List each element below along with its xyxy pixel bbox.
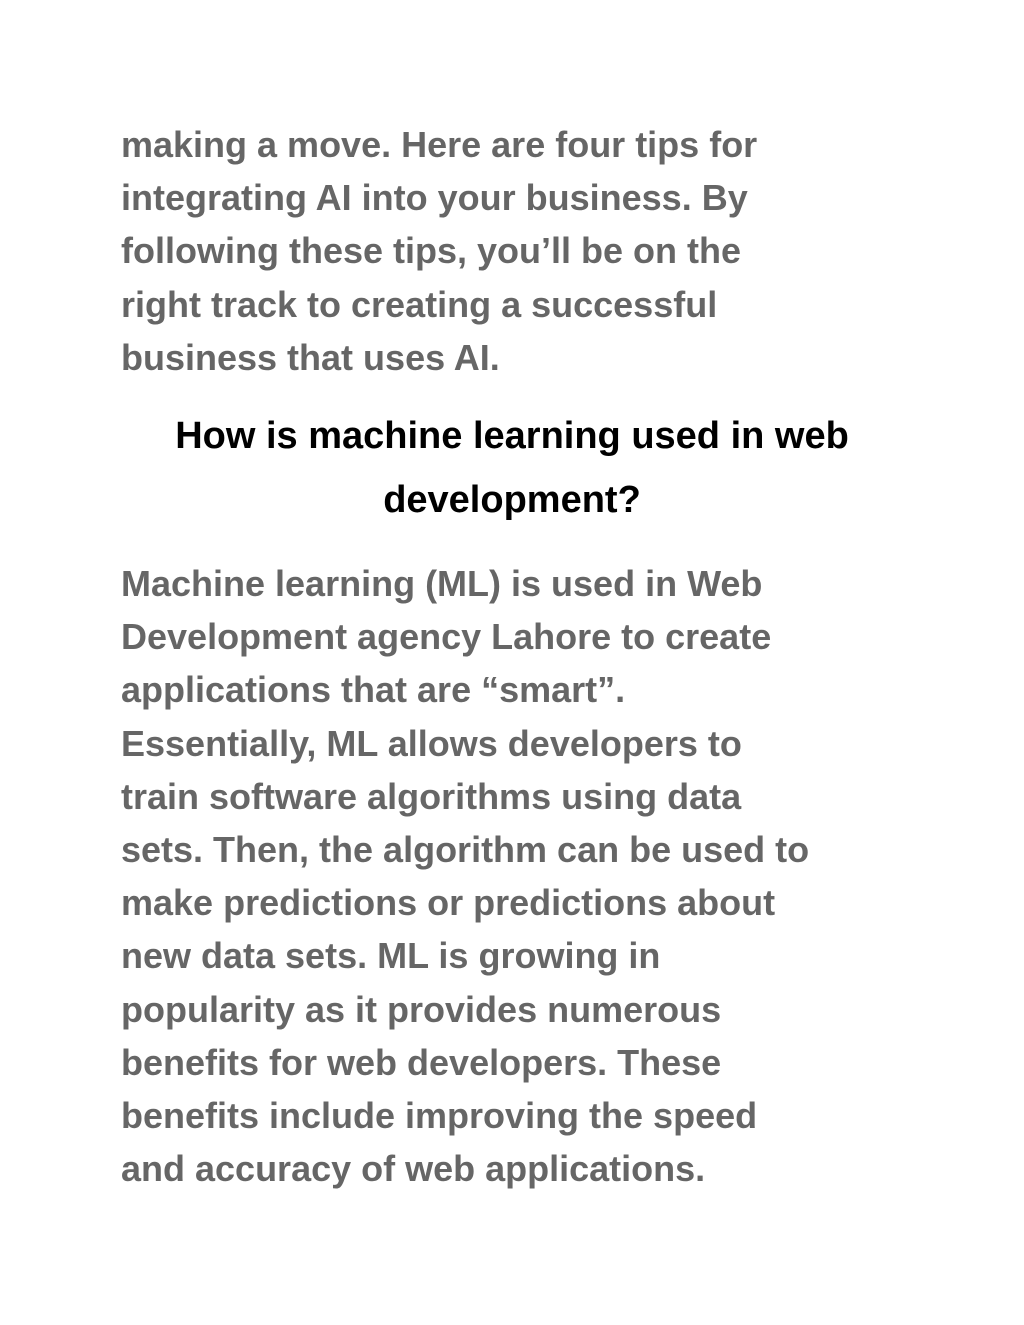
section-heading (110, 404, 914, 532)
paragraph-line: sets. Then, the algorithm can be used to (121, 829, 810, 871)
paragraph-line: following these tips, you’ll be on the (121, 230, 742, 272)
paragraph-line: integrating AI into your business. By (121, 177, 748, 219)
intro-paragraph (121, 118, 901, 384)
paragraph-line: making a move. Here are four tips for (121, 124, 758, 165)
paragraph-line: and accuracy of web applications. (121, 1148, 706, 1190)
paragraph-line: Essentially, ML allows developers to (121, 722, 742, 764)
paragraph-line: Development agency Lahore to create (121, 616, 772, 658)
paragraph-line: Machine learning (ML) is used in Web (121, 563, 763, 604)
heading-line: development? (383, 479, 641, 521)
paragraph-line: applications that are “smart”. (121, 669, 626, 711)
heading-line: How is machine learning used in web (175, 415, 849, 457)
paragraph-line: popularity as it provides numerous (121, 988, 722, 1030)
paragraph-line: make predictions or predictions about (121, 882, 776, 924)
paragraph-line: train software algorithms using data (121, 775, 742, 817)
paragraph-line: business that uses AI. (121, 336, 500, 378)
paragraph-line: new data sets. ML is growing in (121, 935, 661, 977)
paragraph-line: right track to creating a successful (121, 283, 718, 325)
section-paragraph (121, 557, 901, 1195)
paragraph-line: benefits for web developers. These (121, 1041, 722, 1083)
paragraph-line: benefits include improving the speed (121, 1095, 758, 1137)
